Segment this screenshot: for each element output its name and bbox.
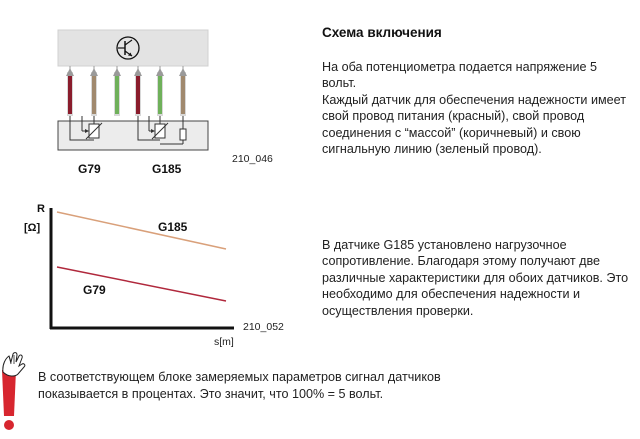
note-text: В соответствующем блоке замеряемых параметров сигнал датчиков показывается в процентах. Это значит, что 100% = 5 вольт.: [38, 370, 441, 401]
x-axis-label: s[m]: [214, 336, 234, 348]
y-axis-label: R: [37, 203, 45, 215]
wire-4: [136, 76, 140, 114]
curve-label-g185: G185: [158, 220, 188, 234]
wire-5: [158, 76, 162, 114]
paragraph-line: На оба потенциометра подается напряжение 5 вольт.: [322, 60, 598, 91]
wire-3: [115, 76, 119, 114]
sensor-label-g185: G185: [152, 162, 182, 176]
sensor-label-g79: G79: [78, 162, 101, 176]
warning-hand-icon: [0, 352, 30, 434]
paragraph-load-resistor: [322, 237, 634, 319]
section-heading: Схема включения: [322, 25, 442, 40]
resistance-graph: [0, 190, 300, 340]
paragraph-line: Каждый датчик для обеспечения надежности имеет свой провод питания (красный), свой провод соединения с “массой” (коричневый) и свою сигнальную линию (зеленый провод).: [322, 92, 627, 157]
wire-6: [181, 76, 185, 114]
control-unit-box: [58, 30, 208, 66]
figure-code-circuit: 210_046: [232, 153, 273, 165]
paragraph-connection: [322, 59, 632, 157]
y-axis-unit: [Ω]: [24, 222, 41, 234]
curve-g185: [57, 212, 226, 249]
wire-group: [66, 66, 187, 116]
note-percentage: [38, 369, 448, 402]
paragraph-text: В датчике G185 установлено нагрузочное сопротивление. Благодаря этому получают две различные характеристики для обоих датчиков. Это необходимо для обеспечения надежности и осуществления проверки.: [322, 238, 629, 318]
curve-label-g79: G79: [83, 283, 106, 297]
wire-2: [92, 76, 96, 114]
figure-code-graph: 210_052: [243, 321, 284, 333]
wire-1: [68, 76, 72, 114]
